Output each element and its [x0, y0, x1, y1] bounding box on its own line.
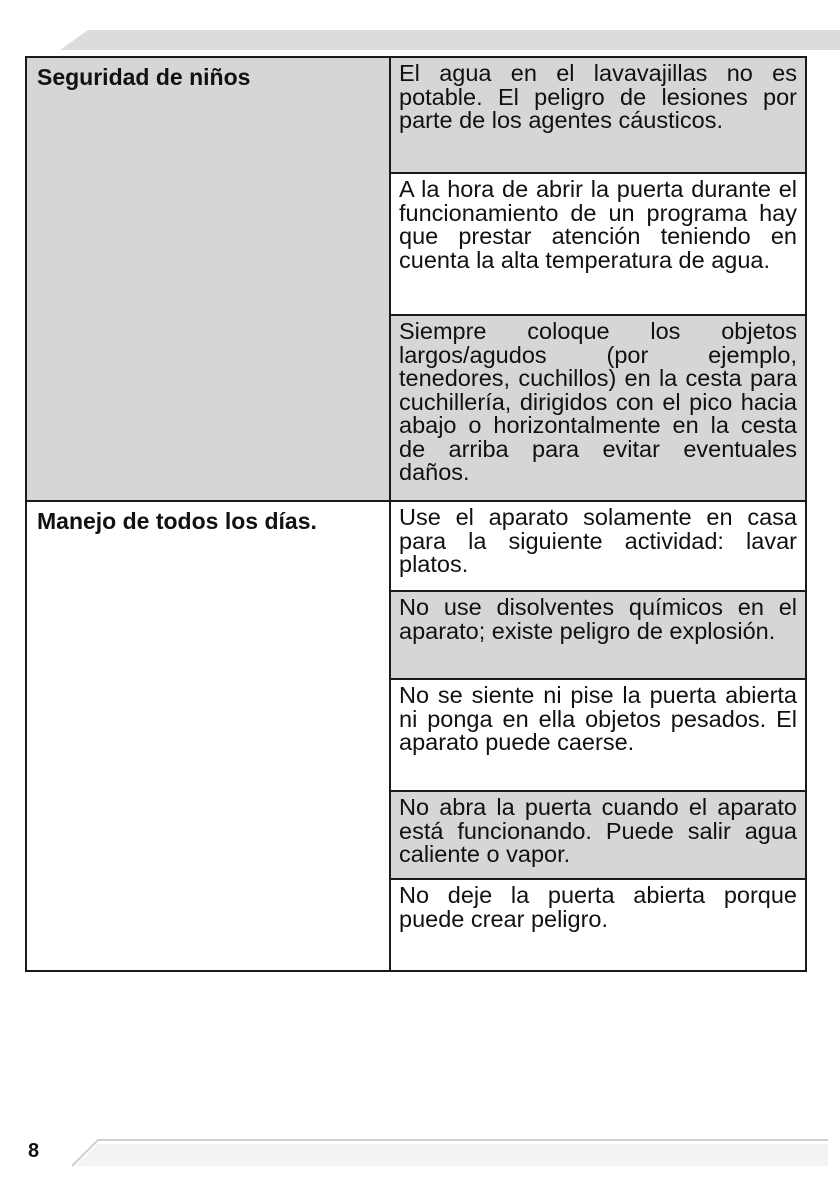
table-cell: El agua en el lavavajillas no es potable. El peligro de lesiones por parte de los agentes cáusticos.: [391, 58, 805, 172]
safety-table: [25, 56, 807, 972]
section-heading: Seguridad de niños: [27, 58, 391, 500]
section-child-safety: [27, 58, 805, 500]
table-cell: Siempre coloque los objetos largos/agudos (por ejemplo, tenedores, cuchillos) en la cesta para cuchillería, dirigidos con el pico hacia abajo o horizontalmente en la cesta de arriba para evitar eventuales daños.: [391, 314, 805, 500]
table-cell: No se siente ni pise la puerta abierta ni ponga en ella objetos pesados. El aparato puede caerse.: [391, 678, 805, 790]
page-number: 8: [28, 1140, 40, 1162]
footer-tab-decoration: [0, 1130, 840, 1170]
table-cell: No deje la puerta abierta porque puede crear peligro.: [391, 878, 805, 970]
table-cell: No use disolventes químicos en el aparato; existe peligro de explosión.: [391, 590, 805, 678]
section-daily-use: [27, 502, 805, 970]
table-cell: Use el aparato solamente en casa para la siguiente actividad: lavar platos.: [391, 502, 805, 590]
section-heading: Manejo de todos los días.: [27, 502, 391, 970]
table-cell: A la hora de abrir la puerta durante el funcionamiento de un programa hay que prestar atención teniendo en cuenta la alta temperatura de agua.: [391, 172, 805, 314]
header-tab-decoration: [0, 0, 840, 60]
table-cell: No abra la puerta cuando el aparato está funcionando. Puede salir agua caliente o vapor.: [391, 790, 805, 878]
